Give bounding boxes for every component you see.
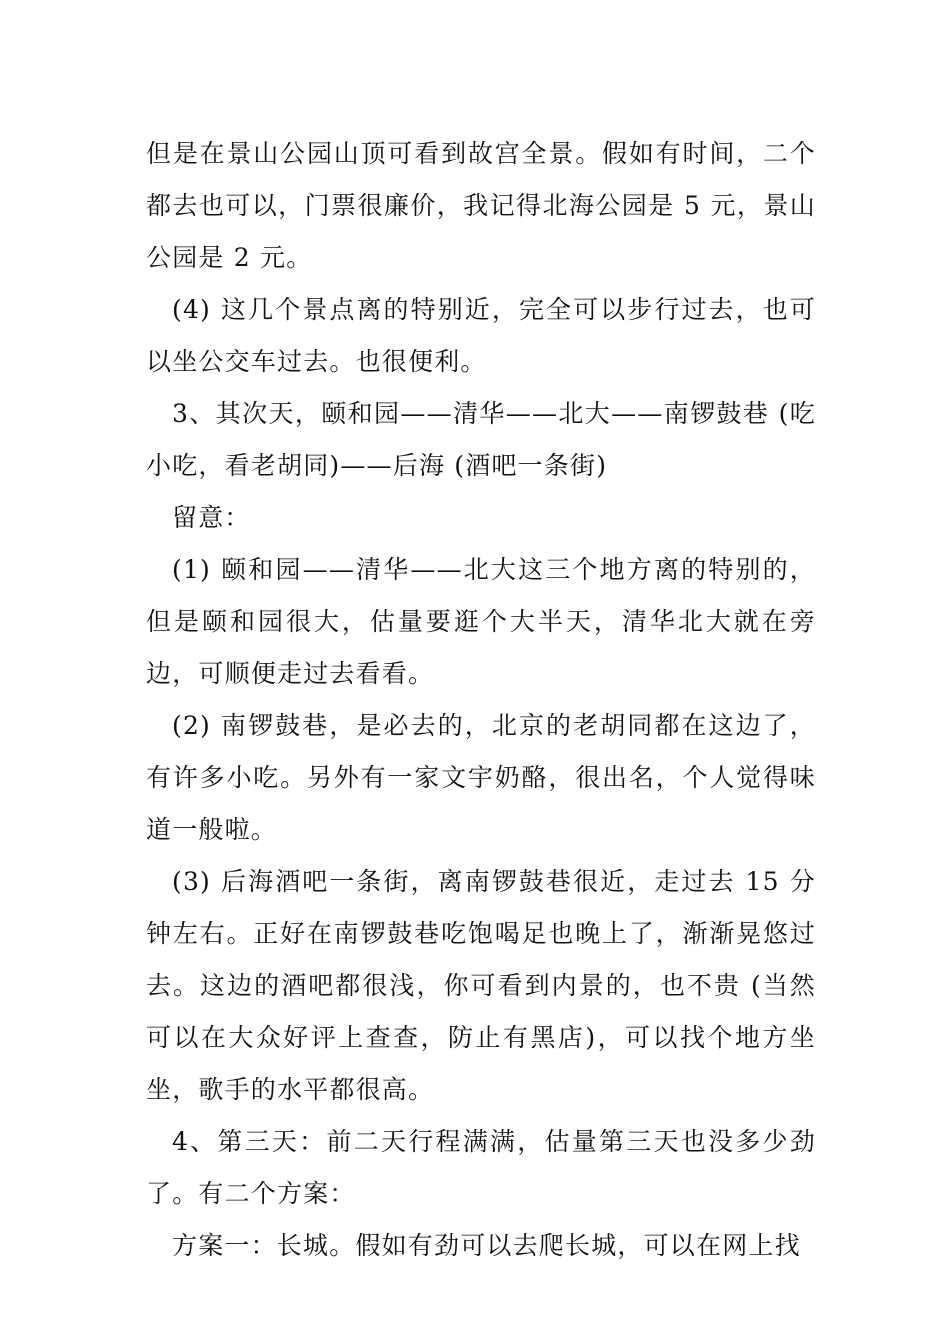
paragraph-note-1: (1) 颐和园——清华——北大这三个地方离的特别的，但是颐和园很大，估量要逛个大半天，清华北大就在旁边，可顺便走过去看看。 bbox=[146, 555, 816, 688]
paragraph-continuation: 但是在景山公园山顶可看到故宫全景。假如有时间，二个都去也可以，门票很廉价，我记得北海公园是 5 元，景山公园是 2 元。 bbox=[146, 139, 816, 272]
paragraph-note-4: (4) 这几个景点离的特别近，完全可以步行过去，也可以坐公交车过去。也很便利。 bbox=[146, 295, 816, 376]
paragraph-plan-1: 方案一：长城。假如有劲可以去爬长城，可以在网上找 bbox=[172, 1231, 801, 1260]
paragraph-note-2: (2) 南锣鼓巷，是必去的，北京的老胡同都在这边了，有许多小吃。另外有一家文宇奶酪，很出名，个人觉得味道一般啦。 bbox=[146, 711, 816, 844]
document-body bbox=[146, 128, 816, 1272]
paragraph-notice-heading: 留意： bbox=[172, 503, 251, 532]
paragraph-day-2: 3、其次天，颐和园——清华——北大——南锣鼓巷 (吃小吃，看老胡同)——后海 (酒吧一条街) bbox=[146, 399, 816, 480]
paragraph-day-3: 4、第三天：前二天行程满满，估量第三天也没多少劲了。有二个方案： bbox=[146, 1127, 816, 1208]
paragraph-note-3: (3) 后海酒吧一条街，离南锣鼓巷很近，走过去 15 分钟左右。正好在南锣鼓巷吃饱喝足也晚上了，渐渐晃悠过去。这边的酒吧都很浅，你可看到内景的，也不贵 (当然可以在大众好评上查查，防止有黑店)，可以找个地方坐坐，歌手的水平都很高。 bbox=[146, 867, 816, 1104]
